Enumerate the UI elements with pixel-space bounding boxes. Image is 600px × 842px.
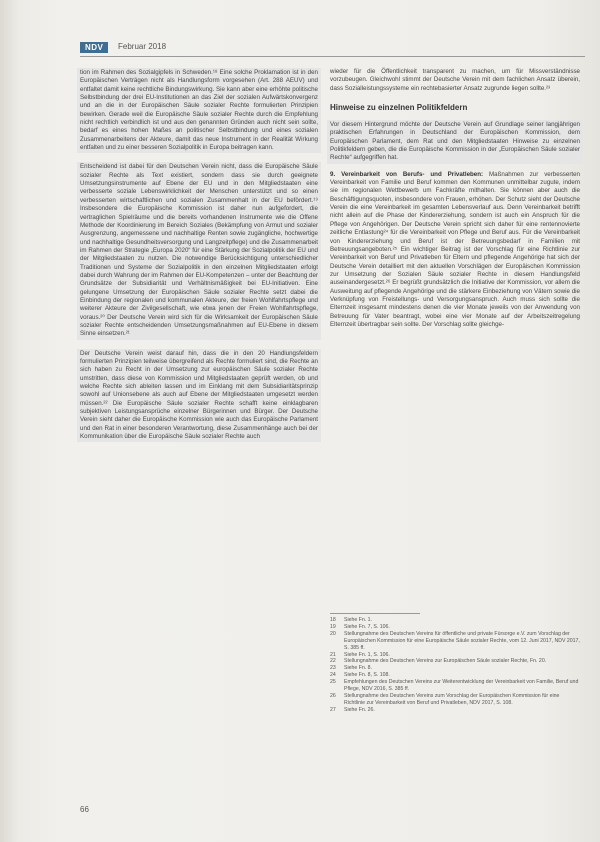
- footnote-text: Stellungnahme des Deutschen Vereins für öffentliche und private Fürsorge e.V. zum Vorschlag der Europäischen Kommission für eine Europäische Säule sozialer Rechte, vom 12. Juni 2017, NDV 2017, S. 385 ff.: [344, 630, 580, 651]
- footnote-number: 27: [330, 706, 336, 713]
- footnote-number: 21: [330, 651, 336, 658]
- footnote: [330, 617, 580, 624]
- footnote: [330, 658, 580, 665]
- footnote-number: 25: [330, 679, 336, 686]
- issue-date: Februar 2018: [118, 42, 167, 51]
- footnote-text: Empfehlungen des Deutschen Vereins zur Weiterentwicklung der Vereinbarkeit von Familie, Beruf und Pflege, NDV 2016, S. 385 ff.: [344, 679, 579, 693]
- left-paragraph-3: Der Deutsche Verein weist darauf hin, dass die in den 20 Handlungsfeldern formulierten Prinzipien teilweise übergreifend als Rechte formuliert sind, die Rechte an sich haben zu Recht in der Umsetzung zur europäischen Säule sozialer Rechte umstritten, dass diese von Kommission und Mitgliedstaaten geprüft werden, ob und welche Rechte sich ableiten lassen und im Einklang mit dem Subsidiaritätsprinzip sowohl auf Unionsebene als auch auf Ebene der Mitgliedstaaten umgesetzt werden müssen.²² Die Europäische Säule sozialer Rechte schafft keine einklagbaren subjektiven Leistungsansprüche einzelner Bürgerinnen und Bürger. Der Deutsche Verein sieht daher die Europäische Kommission wie auch das Europäische Parlament und den Rat in einer besonderen Verantwortung, diese Zusammenhänge auch bei der Kommunikation über die Europäische Säule sozialer Rechte auch: [80, 349, 318, 441]
- footnote-number: 22: [330, 658, 336, 665]
- footnote: [330, 652, 580, 659]
- footnotes: [330, 617, 580, 714]
- footnote-text: Siehe Fn. 8.: [344, 665, 372, 672]
- footnote: [330, 631, 580, 652]
- footnote: [330, 624, 580, 631]
- footnote-text: Siehe Fn. 7, S. 106.: [344, 623, 390, 630]
- footnote-text: Siehe Fn. 26.: [344, 706, 375, 713]
- footnote-number: 20: [330, 630, 336, 637]
- shaded-block-bottom: [77, 349, 321, 443]
- subsection-heading: 9. Vereinbarkeit von Berufs- und Privatleben:: [330, 170, 484, 178]
- right-column: [330, 68, 580, 329]
- shaded-block-middle: [77, 162, 321, 339]
- footnote-number: 18: [330, 617, 336, 623]
- footnote-text: Siehe Fn. 1.: [344, 617, 372, 623]
- section-heading: Hinweise zu einzelnen Politikfeldern: [330, 103, 468, 113]
- right-paragraph-3: [330, 171, 580, 330]
- left-paragraph-2: Entscheidend ist dabei für den Deutschen Verein nicht, dass die Europäische Säule sozialer Rechte als Text existiert, sondern dass sie durch geeignete Umsetzungsinstrumente auf Ebene der EU und in den Mitgliedstaaten eine verbesserte soziale Lebenswirklichkeit der Menschen unterstützt und so einen verbesserten wirtschaftlichen und sozialen Zusammenhalt in der EU befördert.¹⁹ Insbesondere die Europäische Kommission ist daher nun aufgefordert, die vertraglichen Spielräume und die bereits vorhandenen Instrumente wie die Offene Methode der Koordinierung im Bereich Soziales (Bekämpfung von Armut und sozialer Ausgrenzung, angemessene und nachhaltige Renten sowie zugängliche, hochwertige und nachhaltige Gesundheitsversorgung und Langzeitpflege) und die Zusammenarbeit im Rahmen der Strategie „Europa 2020“ für eine Stärkung der Sozialpolitik der EU und der Mitgliedstaaten zu nutzen. Die notwendige Berücksichtigung unterschiedlicher Traditionen und Systeme der Sozialpolitik in den einzelnen Mitgliedstaaten erfolgt dabei durch Wahrung der im Rahmen der EU-Kompetenzen – unter der Beachtung der Grundsätze der Subsidiarität und Verhältnismäßigkeit bei EU-Initiativen. Eine gelungene Umsetzung der Europäischen Säule sozialer Rechte setzt dabei die Einbindung der regionalen und kommunalen Akteure, der freien Wohlfahrtspflege und weiterer Akteure der Zivilgesellschaft, wie etwa jenen der Freien Wohlfahrtspflege, voraus.²⁰ Der Deutsche Verein wird sich für die Wirksamkeit der Europäischen Säule sozialer Rechte entscheidenden Umsetzungsmaßnahmen auf EU-Ebene in diesem Sinne einsetzen.²¹: [80, 163, 318, 338]
- journal-badge: NDV: [80, 42, 108, 53]
- footnote-number: 24: [330, 672, 336, 679]
- left-column: [80, 68, 318, 442]
- footnote-number: 26: [330, 692, 336, 699]
- footnote: [330, 707, 580, 714]
- footnote: [330, 693, 580, 707]
- right-paragraph-2: Vor diesem Hintergrund möchte der Deutsche Verein auf Grundlage seiner langjährigen praktischen Erfahrungen in Deutschland der Europäischen Kommission, dem Europäischen Parlament, dem Rat und den Mitgliedstaaten Hinweise zu einzelnen Politikfeldern geben, die die Europäische Kommission in der „Europäischen Säule sozialer Rechte“ aufgegriffen hat.: [330, 121, 580, 162]
- header-rule: [80, 56, 585, 57]
- footnote-text: Stellungnahme des Deutschen Vereins zum Vorschlag der Europäischen Kommission für eine Richtlinie zur Vereinbarkeit von Beruf und Privatleben, NDV 2017, S. 108.: [344, 692, 560, 706]
- footnote-number: 19: [330, 623, 336, 630]
- footnote: [330, 665, 580, 672]
- left-paragraph-1: tion im Rahmen des Sozialgipfels in Schweden.¹⁸ Eine solche Proklamation ist in den Europäischen Verträgen nicht als Handlungsform vorgesehen (Art. 288 AEUV) und entfaltet damit keine rechtliche Bindungswirkung. Sie kann aber eine erhöhte politische Selbstbindung der drei EU-Institutionen an das Ziel der sozialen Aufwärtskonvergenz und an die in der Europäischen Säule sozialer Rechte formulierten Prinzipien bewirken. Gerade weil die Europäische Säule sozialer Rechte durch die Empfehlung nicht rechtlich verbindlich ist und aus den genannten Gründen auch nicht sein sollte, bedarf es eines hohen Maßes an politischer Selbstbindung und eines sozialen Zusammenarbeitens der Akteure, damit das neue Instrument in der Realität Wirkung entfalten und zu einer besseren Sozialpolitik in Europa beitragen kann.: [80, 69, 318, 152]
- shaded-block-intro: [327, 120, 583, 164]
- footnote: [330, 679, 580, 693]
- page-number: 66: [80, 805, 89, 814]
- shaded-block-top: [77, 68, 321, 153]
- footnote-rule: [330, 613, 420, 614]
- footnote-number: 23: [330, 665, 336, 672]
- footnote-text: Siehe Fn. 8, S. 108.: [344, 672, 390, 679]
- footnote-text: Siehe Fn. 1, S. 106.: [344, 651, 390, 658]
- footnote-text: Stellungnahme des Deutschen Vereins zur Europäischen Säule sozialer Rechte, Fn. 20.: [344, 658, 547, 665]
- footnote: [330, 672, 580, 679]
- right-paragraph-1: wieder für die Öffentlichkeit transparent zu machen, um für Missverständnisse vorzubeugen. Gleichwohl stimmt der Deutsche Verein mit dem fachlichen Ansatz überein, dass Sozialleistungssysteme ein rechtebasierter Ansatz zugrunde liegen sollte.²³: [330, 68, 580, 92]
- right-paragraph-3-text: Maßnahmen zur verbesserten Vereinbarkeit von Familie und Beruf kommen den Kommunen unmittelbar zugute, indem sie im regionalen Wettbewerb um Fachkräfte mithalten. Sie können aber auch die Beschäftigungsquoten, insbesondere von Frauen, erhöhen. Der Schutz sieht der Deutsche Verein die eine Vereinbarkeit im gesamten Lebensverlauf aus. Denn Vereinbarkeit betrifft nicht allein auf die Phase der Kindererziehung, sondern ist auch ein Anspruch für die Pflege von Angehörigen. Der Deutsche Verein spricht sich daher für eine rentennovierte zeitliche Entlastung²⁴ für die Vereinbarkeit von Pflege und Beruf aus. Für die Vereinbarkeit von Kindererziehung und Beruf ist der Betreuungsbedarf in Familien mit Betreuungsangeboten.²⁵ Ein wichtiger Beitrag ist der Vorschlag für eine Richtlinie zur Vereinbarkeit von Beruf und Privatleben für Eltern und pflegende Angehörige hat sich der Deutsche Verein detailliert mit den aktuellen Vorschlägen der Europäischen Kommission zur Umsetzung der Sozialen Säule sozialer Rechte in diesem Handlungsfeld auseinandergesetzt.²⁶ Er begrüßt grundsätzlich die Initiative der Kommission, vor allem die Ausweitung auf pflegende Angehörige und die stärkere Einbeziehung von Vätern sowie die Verknüpfung von Freistellungs- und Versorgungsanspruch. Auch muss sich sollte die Elternzeit insgesamt mindestens denen die vier Monate jeweils von der Anwendung von Betreuung für Vater beantragt, wobei eine vier Monate auf der Arbeitszeitregelung Elternzeit übertragbar sein sollte. Der Vorschlag sollte gleichge-: [330, 170, 580, 328]
